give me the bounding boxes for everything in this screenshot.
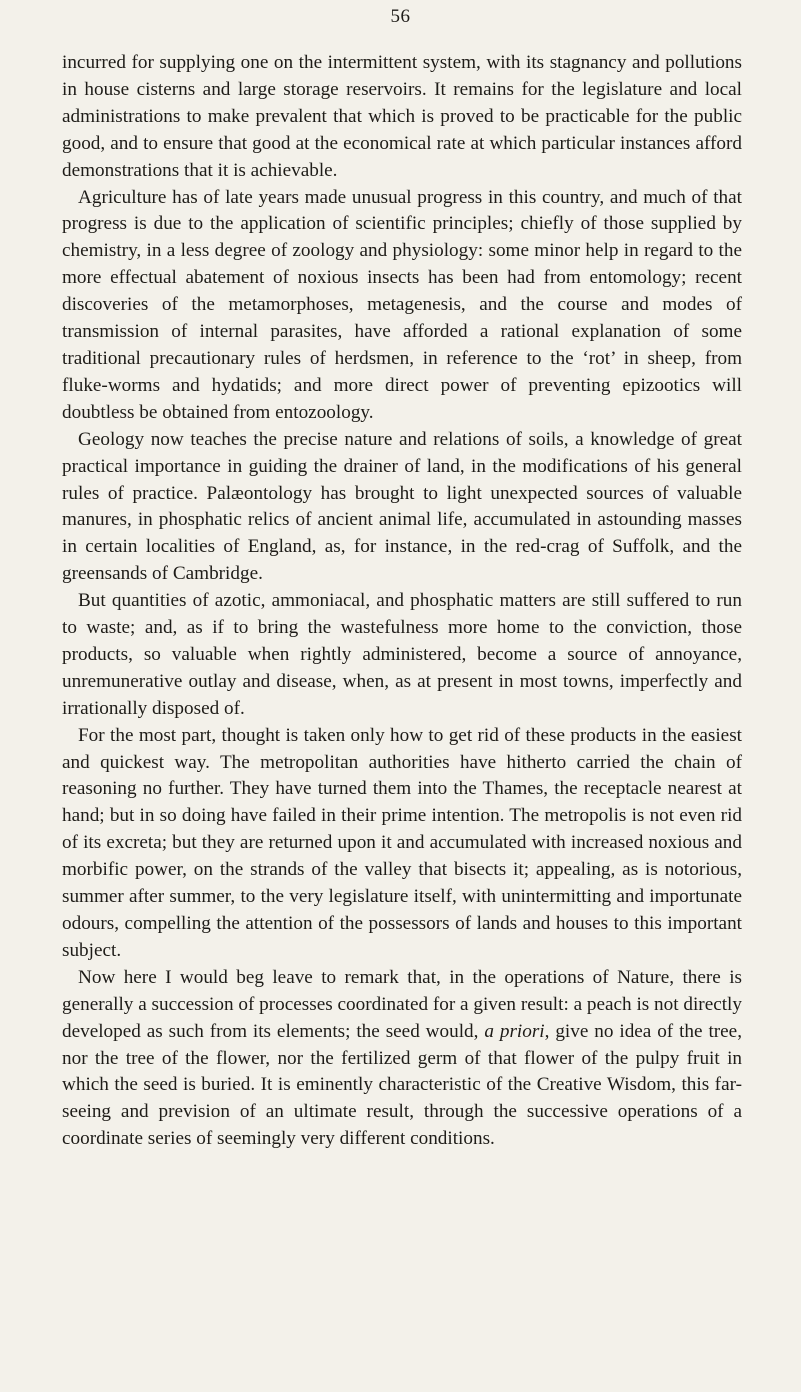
- paragraph-nature-part-2: , give no idea of the tree, nor the tree of the flower, nor the fertilized germ of that flower of the pulpy fruit in which the seed is buried. It is eminently characteristic of the Creative Wisdom, this far-seeing and prevision of an ultimate result, through the successive operations of a coordinate series of seemingly very different conditions.: [62, 1020, 742, 1150]
- paragraph-nature: [62, 965, 742, 1153]
- paragraph-geology: Geology now teaches the precise nature and relations of soils, a knowledge of great practical importance in guiding the drainer of land, in the modifications of his general rules of practice. Palæontology has brought to light unexpected sources of valuable manures, in phosphatic relics of ancient animal life, accumulated in astounding masses in certain localities of England, as, for instance, in the red-crag of Suffolk, and the greensands of Cambridge.: [62, 428, 742, 585]
- paragraph-waste: But quantities of azotic, ammoniacal, and phosphatic matters are still suffered to run to waste; and, as if to bring the wastefulness more home to the conviction, those products, so valuable when rightly administered, become a source of annoyance, unremunerative outlay and disease, when, as at present in most towns, imperfectly and irrationally disposed of.: [62, 590, 742, 719]
- text-body: [62, 50, 742, 1153]
- paragraph-metropolis: For the most part, thought is taken only how to get rid of these products in the easiest and quickest way. The metropolitan authorities have hitherto carried the chain of reasoning no further. They have turned them into the Thames, the receptacle nearest at hand; but in so doing have failed in their prime intention. The metropolis is not even rid of its excreta; but they are returned upon it and accumulated with increased noxious and morbific power, on the strands of the valley that bisects it; appealing, as is notorious, summer after summer, to the very legislature itself, with unintermitting and importunate odours, compelling the attention of the possessors of lands and houses to this important subject.: [62, 724, 742, 961]
- paragraph-agriculture: Agriculture has of late years made unusual progress in this country, and much of that progress is due to the application of scientific principles; chiefly of those supplied by chemistry, in a less degree of zoology and physiology: some minor help in regard to the more effectual abatement of noxious insects has been had from entomology; recent discoveries of the metamorphoses, metagenesis, and the course and modes of transmission of internal parasites, have afforded a rational explanation of some traditional precautionary rules of herdsmen, in reference to the ‘rot’ in sheep, from fluke-worms and hydatids; and more direct power of preventing epizootics will doubtless be obtained from entozoology.: [62, 186, 742, 423]
- paragraph-continued: incurred for supplying one on the intermittent system, with its stagnancy and pollutions in house cisterns and large storage reservoirs. It remains for the legislature and local administrations to make prevalent that which is proved to be practicable for the public good, and to ensure that good at the economical rate at which particular instances afford demonstrations that it is achievable.: [62, 52, 742, 181]
- page-number: 56: [390, 6, 411, 27]
- paragraph-nature-part-1: Now here I would beg leave to remark that, in the operations of Nature, there is generally a succession of processes coordinated for a given result: a peach is not directly developed as such from its elements; the seed would,: [62, 966, 742, 1042]
- italic-phrase: a priori: [484, 1020, 545, 1042]
